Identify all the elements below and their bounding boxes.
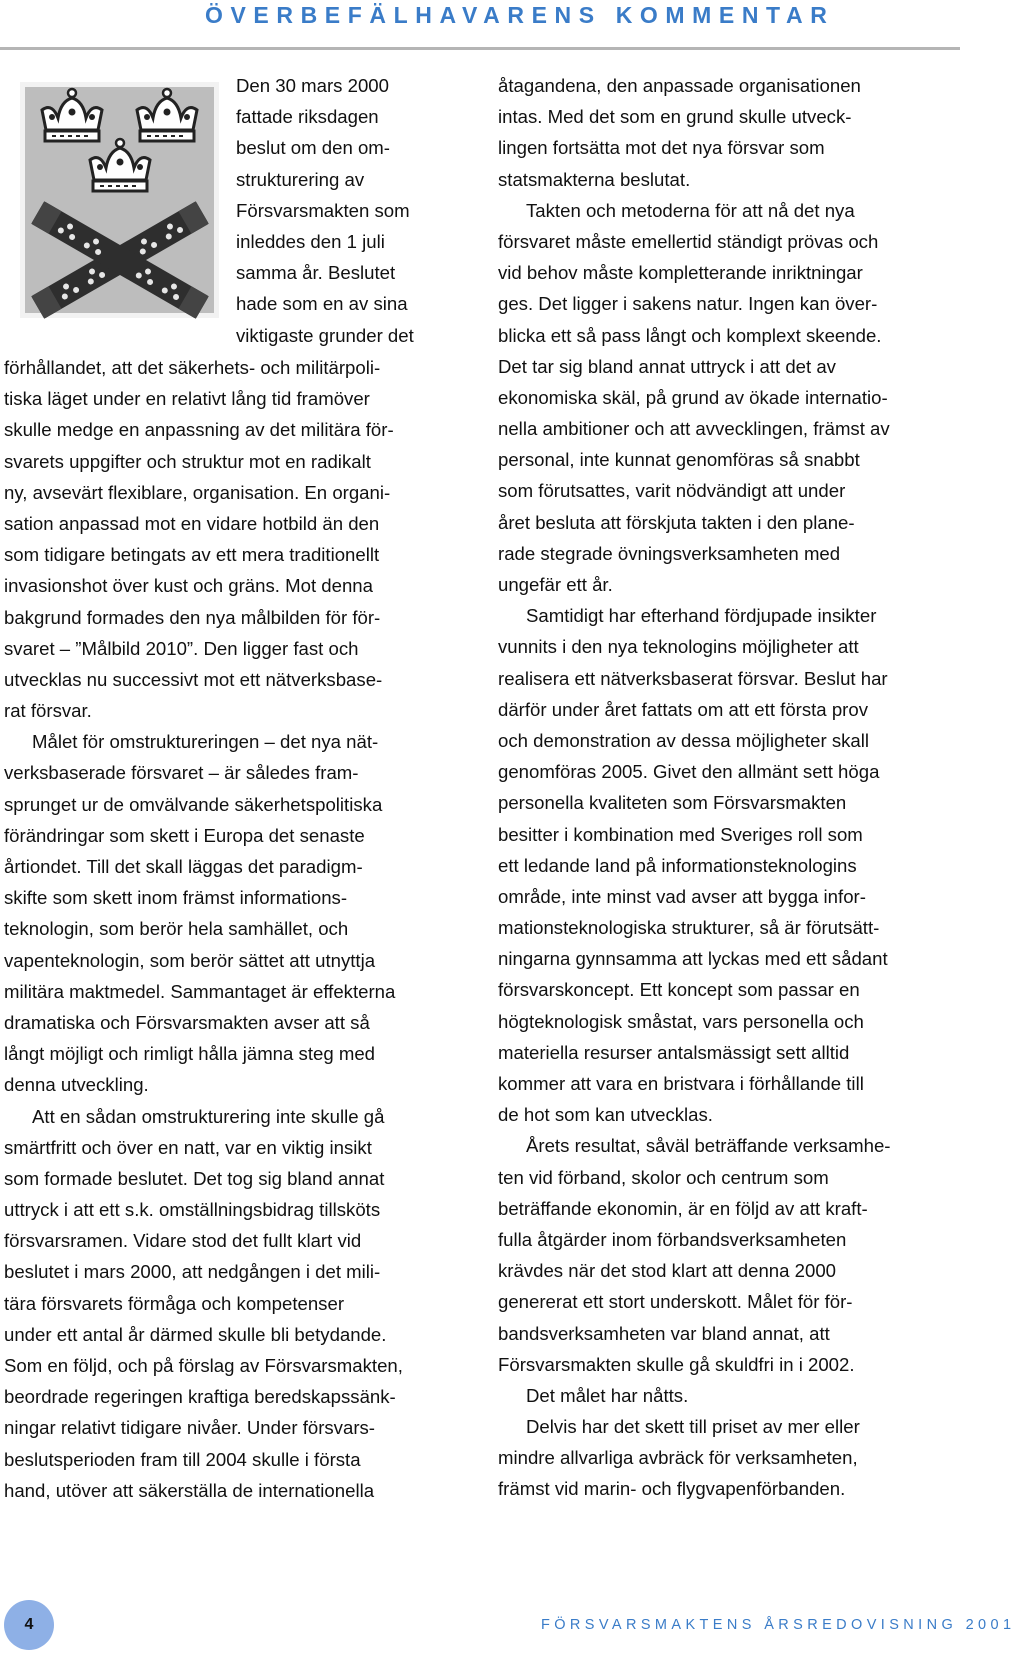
intro-text	[236, 70, 414, 351]
intro-line: fattade riksdagen	[236, 106, 379, 128]
left-column-line: skulle medge en anpassning av det militära för-	[4, 419, 394, 441]
right-column-line: statsmakterna beslutat.	[498, 168, 691, 190]
left-column-line: smärtfritt och över en natt, var en viktig insikt	[4, 1136, 372, 1158]
right-column-line: mindre allvarliga avbräck för verksamheten,	[498, 1447, 858, 1469]
left-column-line: dramatiska och Försvarsmakten avser att så	[4, 1011, 370, 1033]
right-column-line: ten vid förband, skolor och centrum som	[498, 1166, 829, 1188]
left-column-line: ny, avsevärt flexiblare, organisation. En organi-	[4, 481, 391, 503]
left-column-line: Att en sådan omstrukturering inte skulle gå	[32, 1105, 385, 1127]
intro-line: viktigaste grunder det	[236, 324, 414, 346]
right-column-line: fulla åtgärder inom förbandsverksamheten	[498, 1228, 847, 1250]
right-column-line: ges. Det ligger i sakens natur. Ingen kan över-	[498, 293, 878, 315]
right-column-line: nella ambitioner och att avvecklingen, främst av	[498, 418, 890, 440]
right-column-line: Takten och metoderna för att nå det nya	[526, 199, 855, 221]
left-column-line: som formade beslutet. Det tog sig bland annat	[4, 1167, 385, 1189]
right-column-line: ekonomiska skäl, på grund av ökade internatio-	[498, 386, 888, 408]
right-column-line: de hot som kan utvecklas.	[498, 1104, 713, 1126]
left-column-line: förändringar som skett i Europa det senaste	[4, 824, 365, 846]
left-column-line: beslutet i mars 2000, att nedgången i det mili-	[4, 1261, 381, 1283]
right-column-line: ett ledande land på informationsteknologins	[498, 854, 857, 876]
right-column-line: bandsverksamheten var bland annat, att	[498, 1322, 830, 1344]
right-column-line: besitter i kombination med Sveriges roll som	[498, 823, 863, 845]
header-divider	[0, 47, 960, 50]
right-column-line: rade stegrade övningsverksamheten med	[498, 542, 841, 564]
right-column-line: personella kvaliteten som Försvarsmakten	[498, 792, 847, 814]
left-column-line: långt möjligt och rimligt hålla jämna steg med	[4, 1043, 376, 1065]
left-column-line: denna utveckling.	[4, 1074, 149, 1096]
intro-line: hade som en av sina	[236, 293, 408, 315]
left-column-line: hand, utöver att säkerställa de internationella	[4, 1479, 375, 1501]
left-column-text	[4, 352, 403, 1506]
right-column-line: lingen fortsätta mot det nya försvar som	[498, 137, 825, 159]
left-column-line: bakgrund formades den nya målbilden för för-	[4, 606, 381, 628]
left-column-line: verksbaserade försvaret – är således fram-	[4, 762, 359, 784]
left-column-line: ningar relativt tidigare nivåer. Under försvars-	[4, 1417, 376, 1439]
right-column-line: Försvarsmakten skulle gå skuldfri in i 2002.	[498, 1353, 855, 1375]
right-column-line: område, inte minst vad avser att bygga infor-	[498, 885, 866, 907]
right-column-line: åtagandena, den anpassade organisationen	[498, 75, 861, 96]
intro-line: beslut om den om-	[236, 137, 390, 159]
right-column-line: vunnits i den nya teknologins möjligheter att	[498, 636, 859, 658]
left-column-line: invasionshot över kust och gräns. Mot denna	[4, 575, 373, 597]
right-column-line: året besluta att förskjuta takten i den plane-	[498, 511, 855, 533]
right-column-line: ungefär ett år.	[498, 574, 613, 595]
right-column-line: krävdes när det stod klart att denna 2000	[498, 1260, 837, 1282]
left-column-line: tiska läget under en relativt lång tid framöver	[4, 388, 370, 410]
right-column-line: högteknologisk småstat, vars personella och	[498, 1010, 864, 1032]
page-number-badge: 4	[4, 1600, 54, 1650]
left-column-line: uttryck i att ett s.k. omställningsbidrag tillsköts	[4, 1199, 381, 1221]
left-column-line: beslutsperioden fram till 2004 skulle i första	[4, 1448, 361, 1470]
left-column-line: förhållandet, att det säkerhets- och militärpoli-	[4, 357, 381, 378]
left-column-line: teknologin, som berör hela samhället, och	[4, 918, 349, 940]
left-column-line: militära maktmedel. Sammantaget är effekterna	[4, 980, 396, 1002]
right-column-line: vid behov måste kompletterande inriktningar	[498, 262, 863, 284]
right-column-line: försvarskoncept. Ett koncept som passar en	[498, 979, 860, 1001]
intro-line: inleddes den 1 juli	[236, 230, 385, 252]
intro-line: samma år. Beslutet	[236, 262, 396, 284]
right-column-line: Samtidigt har efterhand fördjupade insikter	[526, 605, 877, 627]
right-column-line: Årets resultat, såväl beträffande verksamhe-	[526, 1135, 891, 1157]
left-column-line: försvarsramen. Vidare stod det fullt klart vid	[4, 1230, 362, 1252]
right-column-line: främst vid marin- och flygvapenförbanden.	[498, 1478, 846, 1500]
right-column-line: personal, inte kunnat genomföras så snabbt	[498, 449, 860, 471]
right-column-line: blicka ett så pass långt och komplext skeende.	[498, 324, 882, 346]
right-column-line: kommer att vara en bristvara i förhållande till	[498, 1073, 864, 1094]
left-column-line: sprunget ur de omvälvande säkerhetspolitiska	[4, 793, 383, 815]
right-column-text	[498, 70, 890, 1505]
right-column-line: genererat ett stort underskott. Målet för för-	[498, 1291, 853, 1313]
right-column-line: realisera ett nätverksbaserat försvar. Beslut har	[498, 667, 888, 689]
left-column-line: svaret – ”Målbild 2010”. Den ligger fast och	[4, 637, 359, 659]
three-crowns-emblem-icon	[20, 82, 219, 318]
left-column-line: Målet för omstruktureringen – det nya nät-	[32, 731, 379, 753]
left-column-line: årtiondet. Till det skall läggas det paradigm-	[4, 856, 363, 877]
right-column-line: Det tar sig bland annat uttryck i att det av	[498, 355, 836, 377]
left-column-line: rat försvar.	[4, 700, 92, 722]
right-column-line: Det målet har nåtts.	[526, 1384, 689, 1406]
right-column-line: försvaret måste emellertid ständigt prövas och	[498, 230, 879, 252]
left-column-line: vapenteknologin, som berör sättet att utnyttja	[4, 949, 376, 971]
right-column-line: materiella resurser antalsmässigt sett alltid	[498, 1041, 850, 1063]
left-column-line: skifte som skett inom främst informations-	[4, 887, 348, 909]
left-column-line: sation anpassad mot en vidare hotbild än den	[4, 512, 380, 534]
right-column-line: intas. Med det som en grund skulle utveck-	[498, 106, 852, 128]
left-column-line: Som en följd, och på förslag av Försvarsmakten,	[4, 1355, 403, 1376]
right-column-line: genomföras 2005. Givet den allmänt sett höga	[498, 761, 880, 783]
right-column-line: beträffande ekonomin, är en följd av att kraft-	[498, 1197, 868, 1219]
left-column-line: som tidigare betingats av ett mera traditionellt	[4, 544, 380, 566]
left-column-line: tära försvarets förmåga och kompetenser	[4, 1292, 345, 1314]
right-column-line: och demonstration av dessa möjligheter skall	[498, 729, 870, 751]
left-column-line: svarets uppgifter och struktur mot en radikalt	[4, 450, 371, 472]
intro-line: Den 30 mars 2000	[236, 75, 389, 96]
right-column-line: ningarna gynnsamma att lyckas med ett sådant	[498, 948, 888, 970]
intro-line: Försvarsmakten som	[236, 199, 410, 221]
left-column-line: under ett antal år därmed skulle bli betydande.	[4, 1323, 387, 1345]
left-column-line: beordrade regeringen kraftiga beredskapssänk-	[4, 1386, 396, 1408]
publication-title: FÖRSVARSMAKTENS ÅRSREDOVISNING 2001	[541, 1617, 1015, 1633]
right-column-line: som förutsattes, varit nödvändigt att under	[498, 480, 846, 502]
section-title: ÖVERBEFÄLHAVARENS KOMMENTAR	[205, 2, 835, 28]
right-column-line: Delvis har det skett till priset av mer eller	[526, 1416, 860, 1438]
right-column-line: därför under året fattats om att ett första prov	[498, 698, 868, 720]
left-column-line: utvecklas nu successivt mot ett nätverksbase-	[4, 668, 383, 690]
right-column-line: mationsteknologiska strukturer, så är förutsätt-	[498, 917, 880, 939]
intro-line: strukturering av	[236, 168, 365, 190]
